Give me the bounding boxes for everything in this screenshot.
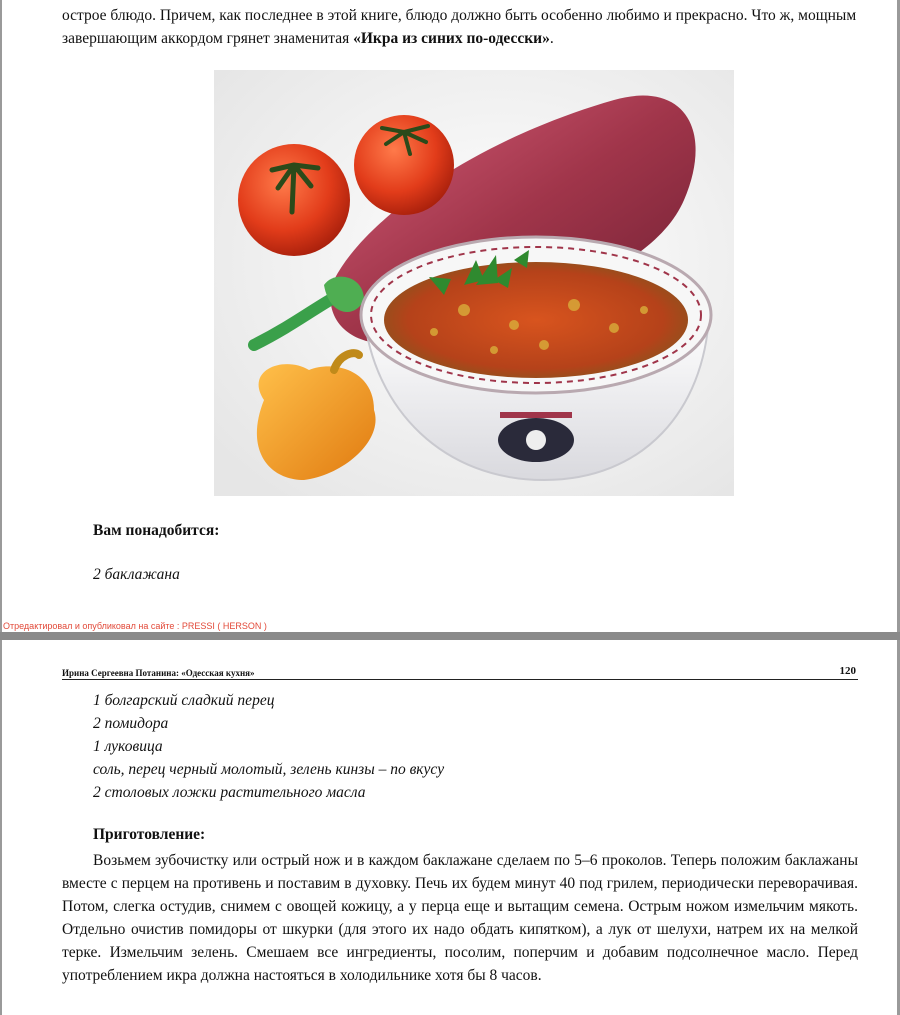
ingredient-item: 2 столовых ложки растительного масла <box>93 784 366 801</box>
dish-name: «Икра из синих по-одесски» <box>353 30 550 47</box>
preparation-heading: Приготовление: <box>93 826 206 843</box>
ingredients-heading: Вам понадобится: <box>93 522 220 539</box>
intro-period: . <box>549 30 554 47</box>
page-edge <box>0 0 2 632</box>
ingredients-list <box>93 689 444 804</box>
dish-photo <box>214 70 734 496</box>
publisher-credit: Отредактировал и опубликовал на сайте : PRESSI ( HERSON ) <box>3 621 267 631</box>
tomato-icon <box>238 144 350 256</box>
intro-paragraph <box>62 4 862 50</box>
running-header <box>62 664 858 680</box>
dish-illustration <box>214 70 734 496</box>
page-separator <box>0 632 900 640</box>
ingredient-item: 2 помидора <box>93 715 169 732</box>
ingredient-item: 1 болгарский сладкий перец <box>93 692 275 709</box>
book-title: Ирина Сергеевна Потанина: «Одесская кухня» <box>62 668 255 678</box>
page-edge <box>0 640 2 1015</box>
intro-text: острое блюдо. Причем, как последнее в этой книге, блюдо должно быть особенно любимо и прекрасно. Что ж, мощным завершающим аккордом грянет знаменитая <box>62 7 857 47</box>
preparation-text: Возьмем зубочистку или острый нож и в каждом баклажане сделаем по 5–6 проколов. Теперь положим баклажаны вместе с перцем на противень и поставим в духовку. Печь их будем минут 40 под грилем, периодически переворачивая. Потом, слегка остудив, снимем с овощей кожицу, а у перца еще и вытащим семена. Острым ножом измельчим мякоть. Отдельно очистив помидоры от шкурки (для этого их надо обдать кипятком), а лук от шелухи, натрем их на мелкой терке. Измельчим зелень. Смешаем все ингредиенты, посолим, поперчим и добавим подсолнечное масло. Перед употреблением икра должна настояться в холодильнике хотя бы 8 часов. <box>62 852 858 984</box>
tomato-icon <box>354 115 454 215</box>
ingredient-item: 1 луковица <box>93 738 163 755</box>
ingredient-item: соль, перец черный молотый, зелень кинзы – по вкусу <box>93 761 445 778</box>
page-number: 120 <box>839 665 856 677</box>
ingredient-item: 2 баклажана <box>93 566 180 583</box>
